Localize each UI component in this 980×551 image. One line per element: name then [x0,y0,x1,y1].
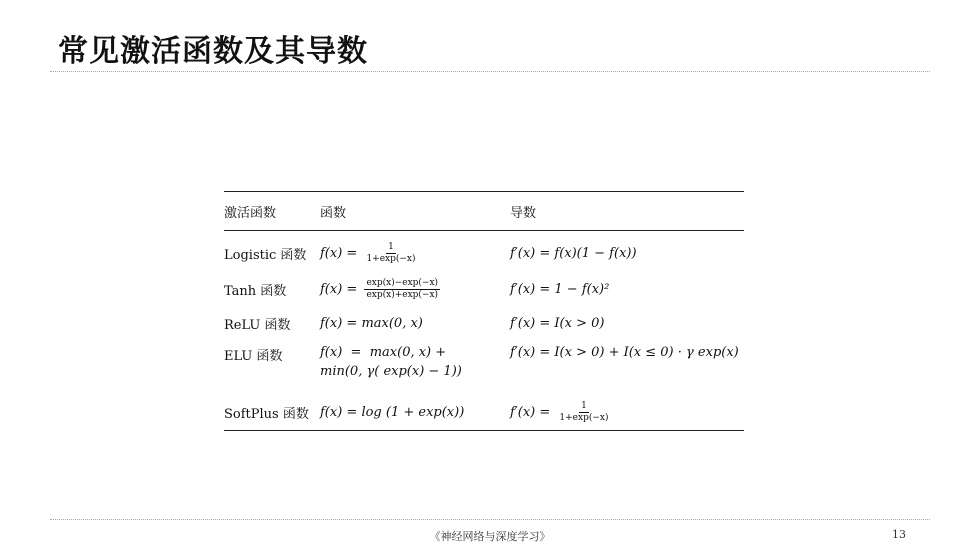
row-derivative: f′(x) = f(x)(1 − f(x)) [510,245,637,261]
title-divider [50,71,930,72]
table-row-tanh [224,271,744,307]
derivative-fraction [557,401,610,424]
function-fraction [364,278,440,301]
function-line-2: min(0, γ( exp(x) − 1)) [320,364,462,379]
table-row-elu [224,339,744,394]
table-row-relu [224,307,744,339]
fraction-numerator: 1 [388,241,394,252]
row-name: Logistic 函数 [224,247,307,263]
fraction-denominator: 1+exp(−x) [366,253,416,264]
table-header-row [224,192,744,231]
slide-title: 常见激活函数及其导数 [58,34,368,69]
header-activation: 激活函数 [224,205,277,221]
header-function: 函数 [320,205,347,221]
page-number: 13 [892,528,906,541]
footer-book-title: 《神经网络与深度学习》 [429,530,551,543]
row-name: SoftPlus 函数 [224,406,309,422]
table-row-softplus [224,394,744,430]
row-derivative: f′(x) = 1 − f(x)² [510,281,610,297]
row-function: f(x) = max(0, x) [320,315,423,331]
row-function [320,345,510,379]
function-lhs: f(x) = [320,245,358,261]
row-derivative: f′(x) = I(x > 0) [510,315,605,331]
table-row-logistic [224,235,744,271]
fraction-numerator: exp(x)−exp(−x) [366,277,439,288]
fraction-numerator: 1 [581,400,587,411]
function-lhs: f(x) = [320,281,358,297]
footer-divider [50,519,930,520]
row-function [320,278,510,301]
row-function [320,242,510,265]
function-line-1: f(x) = max(0, x) + [320,345,447,360]
header-derivative: 导数 [510,205,537,221]
fraction-denominator: 1+exp(−x) [559,412,609,423]
fraction-denominator: exp(x)+exp(−x) [366,289,439,300]
row-function: f(x) = log (1 + exp(x)) [320,404,465,420]
row-derivative: f′(x) = I(x > 0) + I(x ≤ 0) · γ exp(x) [510,345,739,360]
row-name: Tanh 函数 [224,283,287,299]
row-name: ReLU 函数 [224,317,291,333]
row-name: ELU 函数 [224,349,283,364]
derivative-lhs: f′(x) = [510,404,551,420]
function-fraction [364,242,417,265]
row-derivative [510,401,744,424]
activation-table [224,191,744,431]
